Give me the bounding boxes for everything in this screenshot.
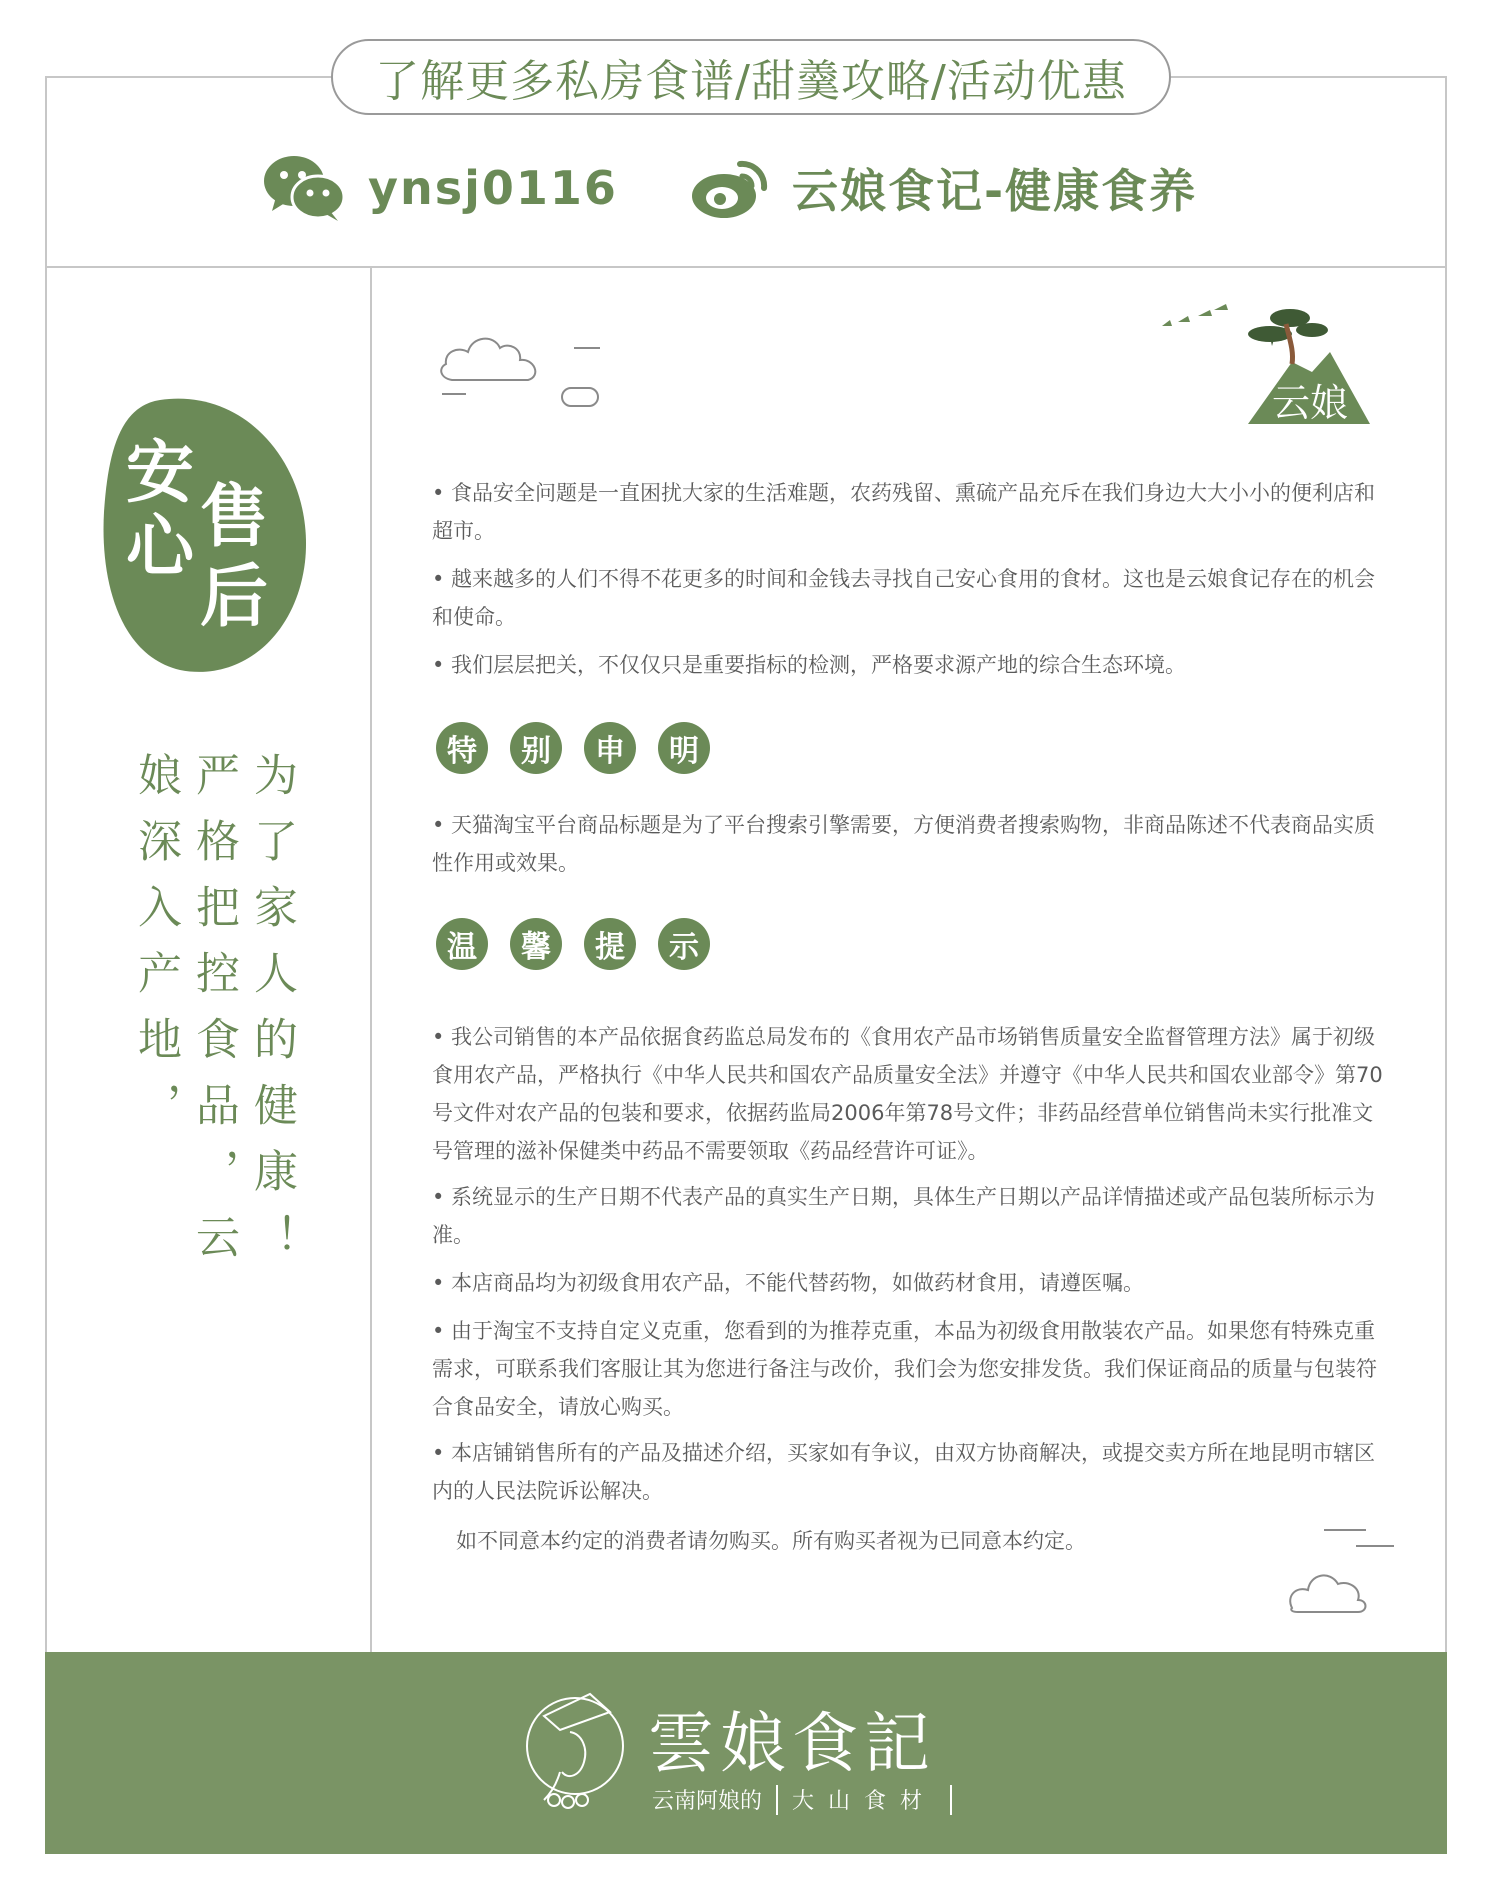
heading-char: 馨 [510,918,562,970]
tip-item-2: • 系统显示的生产日期不代表产品的真实生产日期，具体生产日期以产品详情描述或产品包装所标示为准。 [432,1185,1376,1247]
promo-banner: 了解更多私房食谱/甜羹攻略/活动优惠 [331,39,1171,115]
special-item-1: • 天猫淘宝平台商品标题是为了平台搜索引擎需要，方便消费者搜索购物，非商品陈述不代表商品实质性作用或效果。 [432,813,1376,875]
tagline-divider [776,1785,778,1815]
heading-char: 示 [658,918,710,970]
warm-tips-heading [436,918,710,970]
intro-item-1: • 食品安全问题是一直困扰大家的生活难题，农药残留、熏硫产品充斥在我们身边大大小小的便利店和超市。 [432,481,1376,543]
wechat-icon [262,153,346,223]
leaf-char-2: 心 [126,507,195,587]
side-vertical-text: 为了家人的健康！严格把控食品，云娘深入产地， [130,752,297,1280]
tip-item-4: • 由于淘宝不支持自定义克重，您看到的为推荐克重，本品为初级食用散装农产品。如果您有特殊克重需求，可联系我们客服让其为您进行备注与改价，我们会为您安排发货。我们保证商品的质量与包装符合食品安全，请放心购买。 [432,1319,1377,1419]
header-divider [45,266,1447,268]
leaf-char-1: 安 [126,433,195,513]
heading-char: 明 [658,722,710,774]
tagline-part-a: 云南阿娘的 [652,1789,763,1814]
tip-item-1: • 我公司销售的本产品依据食药监总局发布的《食用农产品市场销售质量安全监督管理方法》属于初级食用农产品，严格执行《中华人民共和国农产品质量安全法》并遵守《中华人民共和国农业部令》第70号文件对农产品的包装和要求，依据药监局2006年第78号文件；非药品经营单位销售尚未实行批准文号管理的滋补保健类中药品不需要领取《药品经营许可证》。 [432,1025,1383,1163]
badge-label: 云娘 [1272,381,1349,425]
wechat-id: ynsj0116 [368,161,618,215]
heading-char: 温 [436,918,488,970]
weibo-icon [690,154,770,222]
weibo-name: 云娘食记-健康食养 [792,164,1198,218]
cloud-icon [436,318,606,408]
birds-icon [1160,302,1230,332]
tagline-divider [950,1785,952,1815]
column-divider [370,268,372,1652]
tip-item-3: • 本店商品均为初级食用农产品，不能代替药物，如做药材食用，请遵医嘱。 [432,1271,1145,1295]
heading-char: 提 [584,918,636,970]
tagline-part-b: 大山食材 [792,1789,937,1814]
footer-tagline [652,1784,966,1815]
leaf-char-3: 售 [200,477,269,557]
tip-item-5: • 本店铺销售所有的产品及描述介绍，买家如有争议，由双方协商解决，或提交卖方所在地昆明市辖区内的人民法院诉讼解决。 [432,1441,1376,1503]
heading-char: 别 [510,722,562,774]
special-notice-heading [436,722,710,774]
intro-item-3: • 我们层层把关，不仅仅只是重要指标的检测，严格要求源产地的综合生态环境。 [432,653,1187,677]
weibo-contact[interactable] [690,148,1197,228]
cloud-icon [1286,1526,1396,1616]
heading-char: 特 [436,722,488,774]
wechat-contact[interactable] [262,148,618,228]
lady-portrait-logo [520,1676,630,1816]
leaf-char-4: 后 [200,557,269,637]
tip-item-6: 如不同意本约定的消费者请勿购买。所有购买者视为已同意本约定。 [456,1529,1086,1553]
intro-item-2: • 越来越多的人们不得不花更多的时间和金钱去寻找自己安心食用的食材。这也是云娘食记存在的机会和使命。 [432,567,1376,629]
footer-brand-name: 雲娘食記 [648,1705,936,1782]
heading-char: 申 [584,722,636,774]
